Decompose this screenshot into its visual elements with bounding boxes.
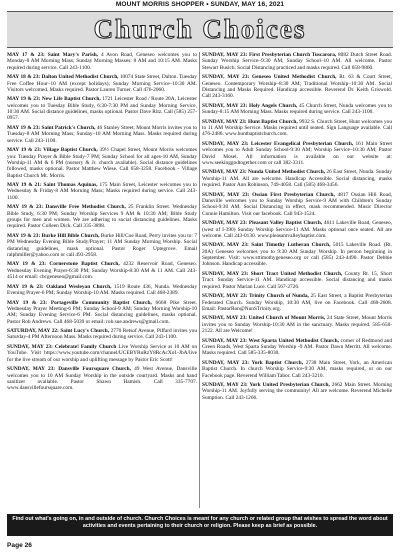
listing-body: Burke Hill/Coe Road, Perry invites you to: 7 PM Wednesday Evening Bible Study/Prayer; 11 AM Sunday Morning Worship. Social distancing guidelines, mask optional. Pastor Roger Uptegrove. Email ralphmiller@yahoo.com or call 493-2958. <box>7 232 197 258</box>
listing-body: 161 Main Street welcomes you to Adult Sunday School-9:30 AM; Worship Service–10:30 AM; Pastor David Mosel. All information is available on our website at: www.seekinggodtogether.com or call 382-3311. <box>202 140 392 166</box>
listing-body: County Rt. 15, Short Tract. Sunday Service-11 AM. Handicap accessible. Social distancing and masks required. Pastor Marian Luce. Call 567-2726. <box>202 271 392 290</box>
listing-body: 8082 Dutch Street Road. Sunday Worship Service–9:30 AM, Sunday School–10 AM. All welcome. Pastor Stewart Busich. Social Distancing practiced and masks required. Call 658-9860. <box>202 52 392 71</box>
church-listing <box>7 366 197 391</box>
listing-heading: SUNDAY, MAY 23: Trinity Church of Nunda, <box>202 293 309 300</box>
church-listing <box>7 328 197 341</box>
church-listing <box>202 169 392 188</box>
listing-heading: MAY 19 & 23: New Life Baptist Church, <box>7 96 101 103</box>
church-listing <box>202 242 392 267</box>
listing-body: 175 Main Street, Leicester welcomes you to Wednesday & Friday-8 AM Morning Mass; Masks required during service. Call 243-1100. <box>7 182 197 201</box>
listing-body: 1519 Route 436, Nunda. Wednesday Evening Prayer-6 PM; Sunday Worship-10 AM. Masks required. Call 468-2389. <box>7 283 197 297</box>
listing-heading: SUNDAY, MAY 23: First Presbyterian Church Tuscarora, <box>202 52 337 58</box>
listing-heading: MAY 19 & 23: Saint Patrick's Church, <box>7 125 96 131</box>
church-listing <box>202 141 392 166</box>
listing-heading: SUNDAY, MAY 23: Pleasant Valley Baptist Church, <box>202 220 323 227</box>
listing-body: Rt. 63 & Court Street, Geneseo. Contemporary Worship–8:30 AM; Traditional Worship–10:30 AM. Social Distancing and Masks Required. Handicap accessible. Reverend Dr. Keith Griswold. Call 243-3160. <box>202 74 392 100</box>
listing-body: 1721 Leicester Road / Route 20A, Leicester welcomes you to Tuesday Bible Study, 6:30-7:30 PM and Sunday Morning Service, 10:30 AM. Social distance guidelines, masks optional. Pastor Dave Ritz. Call (585) 257-0957. <box>7 96 197 122</box>
church-listing <box>202 360 392 379</box>
church-listing <box>7 344 197 363</box>
listing-heading: SATURDAY, MAY 22: Saint Lucy's Church, <box>7 328 110 335</box>
church-listing <box>202 192 392 217</box>
church-listing <box>7 125 197 144</box>
listing-body: 2770 Retsof Avenue, Piffard invites you Saturday-4 PM Afternoon Mass. Masks required during service. Call 243-1100. <box>7 328 197 341</box>
listing-heading: MAY 19 & 23: Dansville Free Methodist Church, <box>7 204 126 211</box>
listing-body: 4232 Reservoir Road, Geneseo. Wednesday Evening Prayer-6:30 PM; Sunday Worship-8:30 AM & 11 AM. Call 243-4514 or email: cbcgeneseo@gmail.com. <box>7 261 197 281</box>
church-listing <box>202 52 392 71</box>
listing-body: 24 State Street, Mount Morris invites you to Sunday Worship-10:30 AM in the sanctuary. Masks required. 585-658-2122. All are Welcome! <box>202 315 392 335</box>
listing-heading: MAY 19 & 23: Oakland Wesleyan Church, <box>7 283 112 290</box>
footer-notice: Find out what's going on, in and outside of church. Church Choices is meant for any church or related group that wishes to spread the word about activities and events pertaining to their church or religion. Please keep as brief as possible. <box>7 514 393 536</box>
listing-heading: MAY 19 & 23: Portageville Community Baptist Church, <box>7 299 152 306</box>
church-listing <box>202 382 392 401</box>
listing-body: 4611 Lakeville Road, Geneseo, (west of I-390) Sunday Worship Service-11 AM. Masks optional once seated. All are welcome. Call 243-0130. www.pleasantvalleybaptist.com. <box>202 220 392 239</box>
church-listing <box>202 315 392 334</box>
listing-heading: MAY 19 & 23: Burke Hill Bible Church, <box>7 232 100 239</box>
section-banner <box>7 11 393 48</box>
church-listing <box>202 338 392 357</box>
listing-body: 46 Stanley Street, Mount Morris invites you to Tuesday-8 AM Morning Mass; Sunday–10 AM Morning Mass. Masks required during service. Call 243-1100. <box>7 125 197 144</box>
listing-heading: SUNDAY, MAY 23: York Baptist Church, <box>202 359 304 366</box>
listing-body: 39½ Chapel Street, Mount Morris welcomes you: Tuesday Prayer & Bible Study-7 PM; Sunday School for all ages-10 AM, Sunday Worship-11 AM & 6 PM (nursery & Jr. church available). Social distance guidelines followed, masks optional. Pastor Matthew Wiese. Call 658-3258. Facebook - Village Baptist Church Mt. Morris. <box>7 147 197 179</box>
listing-heading: SUNDAY, MAY 23: Nunda United Methodist Church, <box>202 169 326 176</box>
listing-heading: MAY 17 & 23: Saint Mary's Parish, <box>7 52 99 58</box>
church-listing <box>202 103 392 116</box>
left-column <box>7 52 197 508</box>
listing-heading: SUNDAY, MAY 23: Hunt Baptist Church, <box>202 118 298 125</box>
church-listing <box>202 119 392 138</box>
page-number: Page 26 <box>7 542 32 549</box>
listing-heading: SUNDAY, MAY 23: Dansville Foursquare Church, <box>7 366 131 373</box>
church-listing <box>7 300 197 325</box>
listing-body: 4817 Ossian Hill Road, Dansville welcomes you to Sunday Worship Service-9 AM with Children's Sunday School-9:30 AM. Social Distancing in effect, mask recommended. Music Director Connie Hamilton. Visit our facebook. Call 943-1524. <box>202 191 392 217</box>
column-divider <box>199 52 200 508</box>
church-listing <box>202 293 392 312</box>
listing-heading: SUNDAY, MAY 23: Celebrate! Family Church <box>7 344 117 350</box>
listing-body: 49 West Avenue, Dansville welcomes you to 10 AM Sunday Worship in the outside courtyard. Masks and hand sanitizer available. Pastor Shawn Hamish. Call 335-7707. www.dansvillefoursquare.com. <box>7 366 197 392</box>
listing-body: 5015 Lakeville Road. (Rt. 20A) Geneseo welcomes you to 9:30 AM Sunday Worship. In person beginning in September. Visit: www.sttimothygeneseo.org or call (585) 243-4490. Pastor Debbie Johnson. Handicap accessible. <box>202 242 392 268</box>
listing-heading: MAY 19 & 21: Saint Thomas Aquinas, <box>7 182 98 189</box>
listing-body: 45 Church Street, Nunda welcomes you to Sunday-8:15 AM Morning Mass. Masks required during service. Call 243-1100. <box>202 102 392 116</box>
listing-heading: SUNDAY, MAY 23: Short Tract United Methodist Church, <box>202 271 343 277</box>
church-listing <box>7 261 197 280</box>
listing-heading: SUNDAY, MAY 23: West Sparta United Methodist Church, <box>202 337 339 344</box>
listing-heading: MAY 19 & 23: Village Baptist Church, <box>7 147 98 154</box>
church-listing <box>7 96 197 121</box>
church-listing <box>7 147 197 179</box>
listings <box>7 52 393 508</box>
listing-body: 4 Avon Road, Geneseo welcomes you to Monday-8 AM Morning Mass; Sunday Morning Masses: 8 AM and 10:15 AM. Masks required during service. Call 243-1100. <box>7 52 197 71</box>
listing-body: 2738 Main Street, York, an American Baptist Church. In church Worship Service-9:30 AM, masks required, or on our Facebook page. Reverend William Tabor. Call 243-3210. <box>202 359 392 379</box>
listing-heading: SUNDAY, MAY 23: Geneseo United Methodist Church, <box>202 74 337 81</box>
section-title: Church Choices <box>93 14 307 44</box>
listing-heading: MAY 18 & 23: Dalton United Methodist Church, <box>7 74 119 81</box>
listing-body: 25 East Street, a Baptist Presbyterian Federated Church. Sunday Worship, 10:30 AM, live on Facebook. Call 468-2608. Email: PastorRon@NunSTrinity.org. <box>202 293 392 312</box>
listing-body: 25 Franklin Street. Wednesday Bible Study, 6:30 PM; Sunday Worship Services 9 AM & 10:30 AM; Bible Study groups for men and women. We are adhering to social distancing guidelines. Masks required. Pastor Colleen Dick. Call 335-3898. <box>7 204 197 230</box>
listing-heading: MAY 19 & 23: Cornerstone Baptist Church, <box>7 261 120 268</box>
listing-heading: SUNDAY, MAY 23: Holy Angels Church, <box>202 102 298 109</box>
right-column <box>202 52 392 508</box>
listing-body: 6668 Pike Street. Wednesday Prayer Meeting-6 PM; Sunday School-9 AM; Sunday Morning Worship-10 AM; Sunday Evening Service-6 PM. Social distancing guidelines, masks optional. Pastor Rob Andrews. Call 468-5039 or email: rob.sue.andrews@gmail.com. <box>7 299 197 325</box>
listing-body: 10074 State Street, Dalton. Tuesday Free Coffee Hour–10 AM (except holidays); Sunday Morning Service–10:30 AM. Visitors welcomed. Masks required. Pastor Lauren Turner. Call 476-2060. <box>7 74 197 93</box>
church-listing <box>202 74 392 99</box>
listing-body: Live Worship Service at 10 AM on YouTube. Visit https://www.youtube.com/channel/UCEBYRuRzY8RcAcXo1-JbA/live for the live stream of our worship and uplifting message by Pastor Eric Scott! <box>7 344 197 363</box>
page-header: MOUNT MORRIS SHOPPER • SUNDAY, MAY 16, 2021 <box>115 1 285 8</box>
listing-body: 2662 Main Street. Morning Worship-11 AM. Joyfully serving the community! All are welcome. Reverend Michelle Sumption. Call 243-1266. <box>202 382 392 401</box>
church-listing <box>7 204 197 229</box>
listing-heading: SUNDAY, MAY 23: York United Presbyterian Church, <box>202 382 330 389</box>
church-listing <box>202 220 392 239</box>
listing-heading: SUNDAY, MAY 23: Ossian First Presbyterian Church, <box>202 191 335 198</box>
listing-body: corner of Redmond and Green Roads, West Sparta Sunday Worship -9 AM. Pastor Dawn Merritt. All welcome. Masks required. Call 585-335-8030. <box>202 337 392 357</box>
church-listing <box>7 233 197 258</box>
church-listing <box>7 52 197 71</box>
listing-heading: SUNDAY, MAY 23: United Church of Mount Morris, <box>202 315 326 322</box>
listing-heading: SUNDAY, MAY 23: Leicester Evangelical Presbyterian Church, <box>202 140 354 147</box>
church-listing <box>7 284 197 297</box>
church-listing <box>202 271 392 290</box>
listing-body: 26 East Street, Nunda. Sunday Worship-11 AM. All are welcome. Handicap Accessible. Social distancing, masks required. Pastor Ann Robinson, 749-4058. Call (585) 468-3456. <box>202 169 392 189</box>
church-listing <box>7 182 197 201</box>
listing-heading: SUNDAY, MAY 23: Saint Timothy Lutheran Church, <box>202 242 331 249</box>
church-listing <box>7 74 197 93</box>
listing-body: 9932 S. Church Street, Hunt welcomes you to 11 AM Worship Service. Masks required until seated. Sign Language available. Call 476-2486. www.huntbaptistchurch.com. <box>202 118 392 138</box>
